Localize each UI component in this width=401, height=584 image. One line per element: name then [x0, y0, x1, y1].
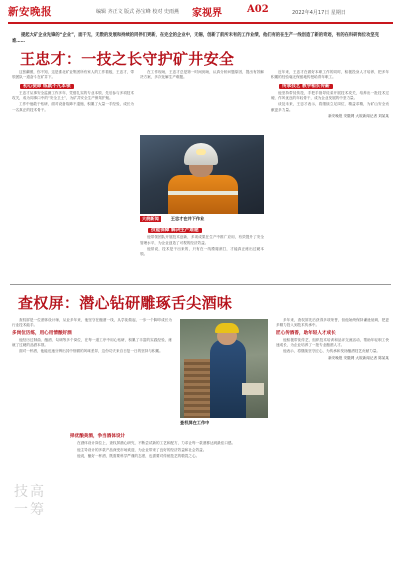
- paragraph: 他表示，将继续坚守匠心，为传承和发扬酿酒技艺贡献力量。: [283, 349, 381, 354]
- section-divider: [10, 284, 391, 285]
- story2-subhead-2: 择优酿美酒，争当酒体设计: [70, 434, 126, 439]
- story2-headline: 查权屏：潜心钻研雕琢舌尖酒味: [18, 294, 233, 312]
- caption-text: 王忠才在井下作业: [170, 216, 205, 221]
- paragraph: 面对一杯酒，他能迅速分辨出其中细微的风味差异，这份功夫来自日复一日的坚持与积累。: [19, 349, 163, 354]
- paragraph: 他常说，技术是干出来的，只有在一线摸爬滚打，才能真正练出过硬本领。: [140, 246, 264, 257]
- decorative-watermark: 技高一筹: [14, 484, 46, 518]
- paragraph: 他说，酿好一杯酒，既需要科学严谨的态度，也需要对传统技艺的敬畏之心。: [77, 453, 200, 458]
- intro-paragraph: 提起大矿企业先锋的“企业”，面千无，无数的发展和持续的同伴们更新，在完全的企业中，无锡，创新了前所未有的工作业绩，他们有的在生产一线创造了新的奇迹，有的在科研岗位攻坚克难……: [12, 33, 379, 45]
- story1-column-1: [12, 70, 134, 114]
- paragraph: 在工作现场，王忠才总是第一时间到场，认真分析问题原因，提出有效解决方案，多次化解生产难题。: [140, 70, 264, 80]
- newspaper-logo: 新安晚报: [8, 6, 52, 18]
- story2-column-2: [70, 432, 268, 460]
- story1-column-2-bottom: [140, 226, 264, 258]
- caption-tag: 大皖新闻: [142, 216, 159, 221]
- paragraph: 工作中他敢于钻研，面对设备故障不退缩，积累了大量一手经验，成长为一名真正的技术骨干。: [12, 102, 134, 112]
- paragraph: 谈及未来，王忠才表示，将继续立足岗位、精益求精，为矿山安全贡献更多力量。: [271, 102, 389, 112]
- editor-credits: 编辑 齐正文 版式 孙宝峰 校对 史雨燕: [96, 9, 179, 15]
- issue-date: 2022年4月17日 星期日: [292, 10, 346, 16]
- story1-subhead-3: 传承技艺 教学相长传薪: [279, 84, 333, 89]
- header-rule: [8, 22, 393, 24]
- story1-column-3: [271, 70, 389, 119]
- story1-photo: [140, 135, 264, 214]
- story2-subhead-3: 匠心传酒香，助年轻人才成长: [276, 330, 336, 336]
- story1-photo-caption: [140, 216, 264, 222]
- paragraph: 他积极带徒传艺，组织技术培训和品评交流活动，帮助年轻职工快速成长，为企业培养了一批专业酿酒人才。: [276, 337, 389, 348]
- story2-byline: 新安晚报 安徽网 大皖新闻记者 陈某某: [328, 355, 389, 360]
- paragraph: 查权屏是一位酒体设计师，从业多年来，他坚守在酿酒一线，从学徒做起，一步一个脚印成长为行业技术能手。: [12, 318, 172, 328]
- story2-column-3: [276, 318, 389, 361]
- story1-column-2-top: [140, 70, 264, 82]
- paragraph: 王忠才从事安全监测工作多年，凭借扎实的专业本领，先后参与多项技术攻关，成为同事口中的“安全卫士”，为矿井安全生产保驾护航。: [12, 90, 134, 101]
- paragraph: 他经历过制曲、酿酒、勾调等多个岗位，在每一道工序中用心钻研，积累了丰富的实践经验，练就了过硬的品酒本领。: [12, 337, 172, 348]
- story2-photo: [180, 319, 268, 418]
- story1-subhead-2: 技能保障 解决生产难题: [148, 228, 202, 233]
- paragraph: 在酒体设计岗位上，查权屏潜心研究，不断尝试新的工艺和配方，力求让每一款酒都达到最佳口感。: [77, 441, 236, 446]
- story2-subhead-1: 多岗位历练，用心用情酿好酒: [12, 330, 72, 336]
- paragraph: 他带领团队开展技术创新，多项成果在生产中推广应用，有效提升了安全管理水平，为企业创造了可观的经济效益。: [140, 235, 264, 245]
- paragraph: 他坚持带徒传技，手把手指导徒弟开展技术攻关，培养出一批技术过硬、作风优良的年轻骨干，成为企业发展的中坚力量。: [271, 90, 389, 101]
- story2-column-1: [12, 318, 172, 356]
- paragraph: 他主导设计的多款产品深受市场欢迎，为企业带来了良好的经济效益和社会效益。: [77, 447, 207, 452]
- paragraph: 近年来，王忠才在做好本职工作的同时，积极投身人才培养，把多年积累的经验毫无保留地传授给青年职工。: [271, 70, 389, 80]
- story1-subhead-1: 初心使命 练就不凡本领: [20, 84, 74, 89]
- paragraph: 多年来，查权屏先后获得多项荣誉，但他始终保持谦逊低调，把更多精力投入到技术传承中。: [276, 318, 389, 328]
- story2-photo-caption: 查权屏在工作中: [180, 420, 210, 425]
- page-header: [0, 0, 401, 26]
- section-title: 家视界: [192, 8, 222, 19]
- story1-byline: 新安晚报 安徽网 大皖新闻记者 刘某某: [328, 114, 389, 119]
- page-number: A02: [247, 4, 269, 15]
- story1-headline: 王忠才：一技之长守护矿井安全: [20, 50, 235, 68]
- paragraph: 这张翻照，你不知，这是淮北矿业集团所有家人的工作看板，王忠才，带领团队一道奋斗在矿井下。: [12, 70, 134, 80]
